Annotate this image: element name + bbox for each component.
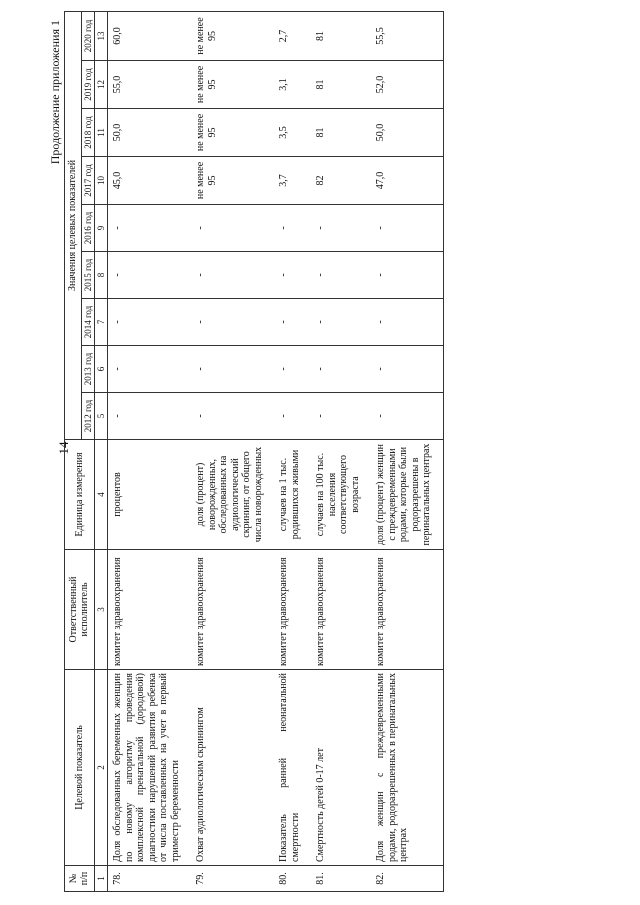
table-row [274,11,311,891]
appendix-title: Продолжение приложения 1 [48,20,62,165]
row-value: 55,0 [108,61,192,109]
row-value: 81 [311,109,371,157]
column-index: 7 [94,299,107,346]
row-value: 3,5 [274,109,311,157]
row-unit: случаев на 1 тыс. родившихся живыми [274,440,311,550]
header-year: 2020 год [81,11,94,60]
header-year: 2019 год [81,61,94,109]
column-index: 12 [94,61,107,109]
table-row [191,11,274,891]
row-value: 82 [311,157,371,205]
row-number: 78. [108,866,192,892]
column-index: 10 [94,157,107,205]
row-value: - [191,205,274,252]
row-value: - [371,205,443,252]
row-value: 3,7 [274,157,311,205]
row-value: - [311,252,371,299]
column-index-row [94,11,107,891]
header-year: 2014 год [81,299,94,346]
row-executor: комитет здравоохранения [371,550,443,670]
row-value: 60,0 [108,11,192,60]
row-executor: комитет здравоохранения [108,550,192,670]
row-value: - [274,346,311,393]
page-number: 14 [56,441,71,455]
target-indicators-table [64,11,444,892]
row-value: - [108,205,192,252]
header-year: 2017 год [81,157,94,205]
row-number: 80. [274,866,311,892]
column-index: 9 [94,205,107,252]
row-number: 82. [371,866,443,892]
column-index: 2 [94,670,107,866]
header-year: 2013 год [81,346,94,393]
column-index: 8 [94,252,107,299]
row-value: - [274,393,311,440]
row-value: не менее 95 [191,109,274,157]
row-value: - [191,346,274,393]
row-value: - [311,205,371,252]
header-year: 2018 год [81,109,94,157]
row-executor: комитет здравоохранения [191,550,274,670]
column-index: 1 [94,866,107,892]
row-value: 2,7 [274,11,311,60]
row-value: 52,0 [371,61,443,109]
rotated-document [40,12,600,892]
row-executor: комитет здравоохранения [311,550,371,670]
column-index: 6 [94,346,107,393]
row-value: - [191,393,274,440]
row-value: 47,0 [371,157,443,205]
column-index: 13 [94,11,107,60]
column-index: 5 [94,393,107,440]
row-indicator: Доля женщин с преждевременными родами, родоразрешенных в перинатальных центрах [371,670,443,866]
row-value: - [371,346,443,393]
row-value: 50,0 [108,109,192,157]
header-year: 2016 год [81,205,94,252]
row-indicator: Показатель ранней неонатальной смертности [274,670,311,866]
row-number: 81. [311,866,371,892]
row-value: не менее 95 [191,157,274,205]
row-value: - [108,299,192,346]
header-year: 2015 год [81,252,94,299]
row-value: - [311,346,371,393]
table-row [108,11,192,891]
row-value: - [311,299,371,346]
row-value: 81 [311,61,371,109]
row-indicator: Охват аудиологическим скринингом [191,670,274,866]
header-values-group: Значения целевых показателей [65,11,82,439]
row-value: - [191,299,274,346]
row-unit: процентов [108,440,192,550]
table-row [371,11,443,891]
row-value: - [108,252,192,299]
row-value: 45,0 [108,157,192,205]
row-unit: доля (процент) женщин с преждевременными родами, которые были родоразрешены в перинатальных центрах [371,440,443,550]
table-row [311,11,371,891]
header-no: № п/п [65,866,95,892]
row-value: - [274,299,311,346]
row-value: - [274,205,311,252]
row-value: - [371,252,443,299]
row-value: 3,1 [274,61,311,109]
header-indicator: Целевой показатель [65,670,95,866]
row-value: 81 [311,11,371,60]
row-number: 79. [191,866,274,892]
row-executor: комитет здравоохранения [274,550,311,670]
row-unit: доля (процент) новорожденных, обследованных на аудиологический скрининг, от общего числа новорожденных [191,440,274,550]
column-index: 4 [94,440,107,550]
row-value: - [274,252,311,299]
column-index: 11 [94,109,107,157]
header-year: 2012 год [81,393,94,440]
column-index: 3 [94,550,107,670]
row-value: - [311,393,371,440]
row-value: - [371,393,443,440]
row-value: не менее 95 [191,11,274,60]
row-value: не менее 95 [191,61,274,109]
row-value: - [371,299,443,346]
row-value: - [108,393,192,440]
row-value: 55,5 [371,11,443,60]
row-value: - [191,252,274,299]
row-unit: случаев на 100 тыс. населения соответствующего возраста [311,440,371,550]
row-value: - [108,346,192,393]
header-executor: Ответственный исполнитель [65,550,95,670]
header-row [65,11,82,891]
header-unit: Единица измерения [65,440,95,550]
row-indicator: Смертность детей 0-17 лет [311,670,371,866]
row-indicator: Доля обследованных беременных женщин по новому алгоритму проведения комплексной пренатальной (дородовой) диагностики нарушений развития ребенка от числа поставленных на учет в первый триместр беременности [108,670,192,866]
row-value: 50,0 [371,109,443,157]
